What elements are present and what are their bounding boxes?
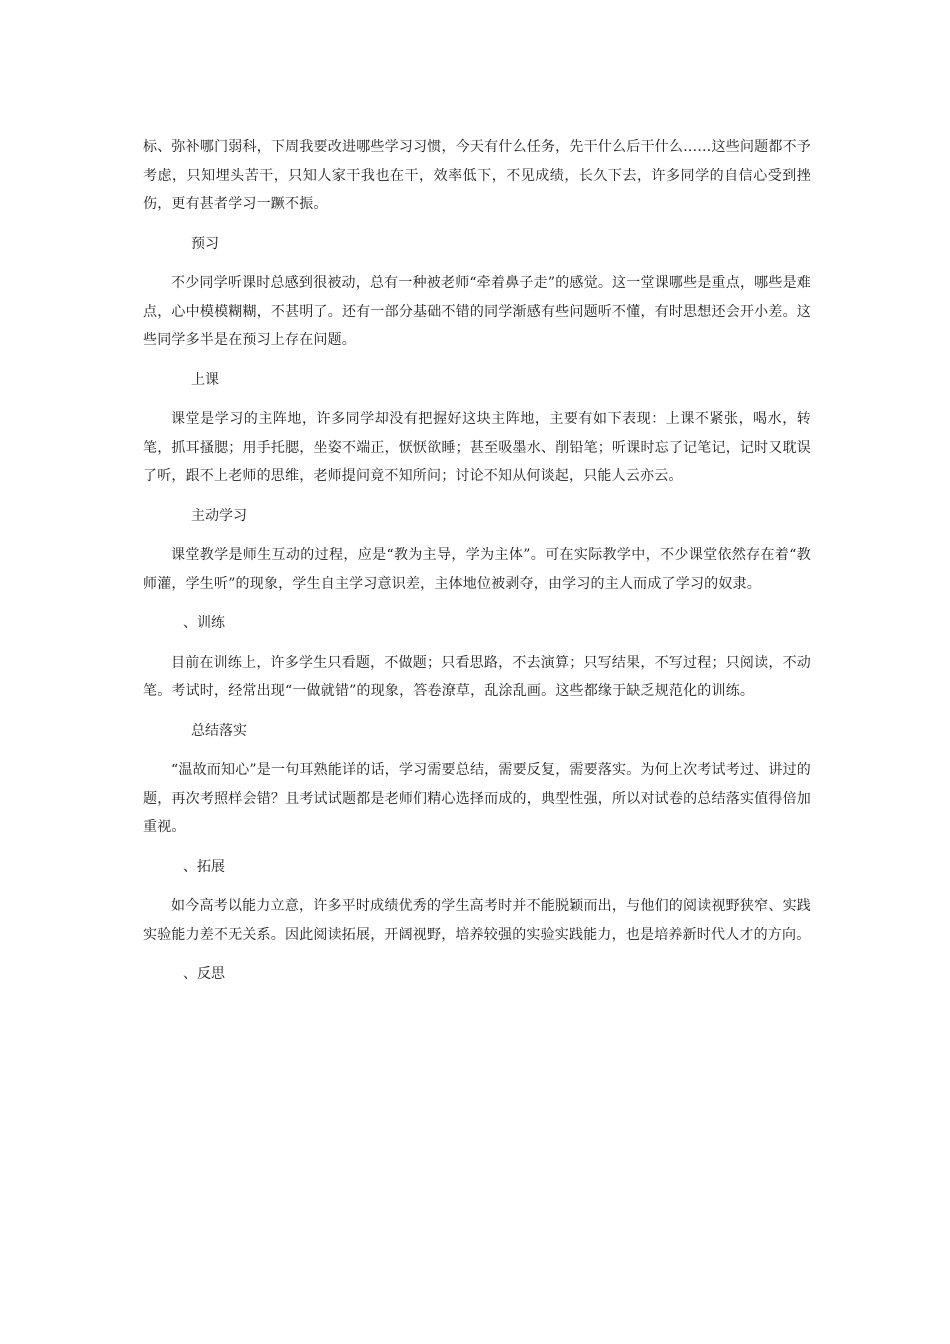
paragraph-class: 课堂是学习的主阵地，许多同学却没有把握好这块主阵地，主要有如下表现：上课不紧张，喝水，转笔，抓耳搔腮；用手托腮，坐姿不端正，恹恹欲睡；甚至吸墨水、削铅笔；听课时忘了记笔记，记时又耽误了听，跟不上老师的思维，老师提问竟不知所问；讨论不知从何谈起，只能人云亦云。: [143, 411, 811, 484]
paragraph-active-learning: 课堂教学是师生互动的过程，应是“教为主导，学为主体”。可在实际教学中，不少课堂依然存在着“教师灌，学生听”的现象，学生自主学习意识差，主体地位被剥夺，由学习的主人而成了学习的奴隶。: [143, 547, 811, 592]
paragraph-expansion: 如今高考以能力立意，许多平时成绩优秀的学生高考时并不能脱颖而出，与他们的阅读视野狭窄、实践实验能力差不无关系。因此阅读拓展，开阔视野，培养较强的实验实践能力，也是培养新时代人才的方向。: [143, 898, 811, 943]
document-body: [143, 133, 811, 1000]
paragraph-intro-continued: 标、弥补哪门弱科，下周我要改进哪些学习习惯，今天有什么任务，先干什么后干什么……这些问题都不予考虑，只知埋头苦干，只知人家干我也在干，效率低下，不见成绩，长久下去，许多同学的自信心受到挫伤，更有甚者学习一蹶不振。: [143, 139, 811, 212]
heading-preview: 预习: [191, 235, 219, 252]
paragraph-preview: 不少同学听课时总感到很被动，总有一种被老师“牵着鼻子走”的感觉。这一堂课哪些是重点，哪些是难点，心中模模糊糊，不甚明了。还有一部分基础不错的同学渐感有些问题听不懂，有时思想还会开小差。这些同学多半是在预习上存在问题。: [143, 275, 811, 348]
heading-reflection: 、反思: [183, 966, 225, 982]
heading-training: 、训练: [183, 615, 225, 631]
paragraph-training: 目前在训练上，许多学生只看题，不做题；只看思路，不去演算；只写结果，不写过程；只阅读，不动笔。考试时，经常出现“一做就错”的现象，答卷潦草，乱涂乱画。这些都缘于缺乏规范化的训练。: [143, 654, 811, 699]
heading-class: 上课: [191, 371, 219, 388]
paragraph-summary: “温故而知心”是一句耳熟能详的话，学习需要总结，需要反复，需要落实。为何上次考试考过、讲过的题，再次考照样会错？且考试试题都是老师们精心选择而成的，典型性强，所以对试卷的总结落实值得倍加重视。: [143, 762, 811, 835]
heading-active-learning: 主动学习: [191, 507, 247, 524]
heading-expansion: 、拓展: [183, 858, 225, 875]
heading-summary: 总结落实: [191, 722, 247, 739]
